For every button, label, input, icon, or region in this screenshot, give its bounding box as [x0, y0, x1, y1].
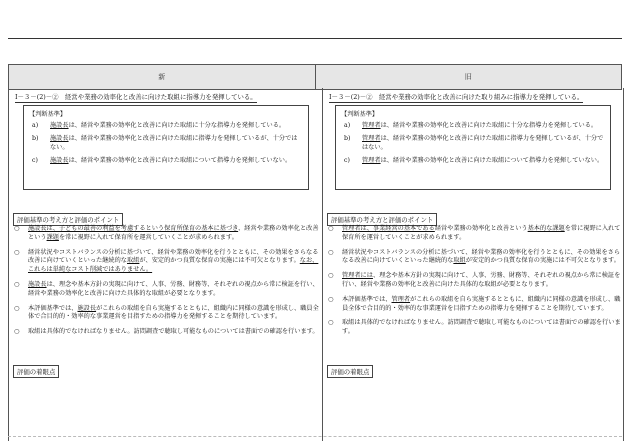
point-4: ○ 本評価基準では、施設長がこれらの取組を自ら実施するとともに、組織内に同様の意識を形成し、職員全体で合目的的・効率的な事業運営を目指すための指導力を発揮することを期待しています。 — [14, 304, 319, 321]
bottom-divider — [8, 436, 622, 441]
judgment-criteria-title: 【判断基準】 — [341, 111, 379, 118]
points-title: 評価基準の考え方と評価のポイント — [13, 213, 123, 226]
point-3: ○ 管理者には、理念や基本方針の実現に向けて、人事、労務、財務等、それぞれの視点から常に検証を行い、経営や業務の効率化と改善に向けた具体的な取組が必要となります。 — [328, 272, 621, 288]
section-title: Ⅰ－３－(2)－② 経営や業務の効率化と改善に向けた取組に指導力を発揮している。 — [15, 93, 257, 101]
criterion-c: c) 施設長は、経営や業務の効率化と改善に向けた取組について指導力を発揮していない。 — [32, 156, 292, 164]
criterion-b: b) 管理者は、経営や業務の効率化と改善に向けた取組に指導力を発揮しているが、十分ではない。 — [344, 134, 604, 151]
criterion-c: c) 管理者は、経営や業務の効率化と改善に向けた取組について指導力を発揮していない。 — [344, 156, 604, 164]
point-1: ○ 施設長は、子どもの最善の利益を考慮するという保育所保育の基本に基づき、経営や業務の効率化と改善という課題を常に視野に入れて保育所を運営していくことが求められます。 — [14, 225, 319, 241]
points-title: 評価基準の考え方と評価のポイント — [327, 213, 437, 226]
old-column — [322, 88, 624, 441]
viewpoint-title: 評価の着眼点 — [13, 365, 59, 378]
section-title: Ⅰ－３－(2)－② 経営や業務の効率化と改善に向けた取り組みに指導力を発揮している。 — [329, 93, 584, 101]
point-5: ○ 取組は具体的でなければなりません。訪問調査で聴取し可能なものについては書面での確認を行います。 — [14, 328, 319, 336]
header-new: 新 — [9, 65, 316, 89]
point-5: ○ 取組は具体的でなければなりません。訪問調査で聴取し可能なものについては書面での確認を行います。 — [328, 319, 621, 336]
point-4: ○ 本評価基準では、管理者がこれらの取組を自ら実施するとともに、組織内に同様の意識を形成し、職員全体で合目的的・効率的な事業運営を目指すための指導力を発揮することを期待しています。 — [328, 295, 621, 312]
judgment-criteria-box — [335, 105, 611, 190]
point-1: ○ 管理者は、事業経営の基本である経営や業務の効率化と改善という基本的な課題を常に視野に入れて保育所を運営していくことが求められます。 — [328, 225, 621, 241]
point-2: ○ 経営状況やコストバランスの分析に基づいて、経営や業務の効率化を行うとともに、その効果をさらなる改善に向けていくといった継続的な取組が安定的かつ良質な保育の実施には不可欠となります。 — [328, 248, 621, 265]
viewpoint-title: 評価の着眼点 — [327, 365, 373, 378]
criterion-b: b) 施設長は、経営や業務の効率化と改善に向けた取組に指導力を発揮しているが、十分ではない。 — [32, 134, 298, 151]
comparison-header — [8, 64, 622, 90]
point-3: ○ 施設長は、理念や基本方針の実現に向けて、人事、労務、財務等、それぞれの視点から常に検証を行い、経営や業務の効率化と改善に向けた具体的な取組が必要となります。 — [14, 280, 319, 297]
judgment-criteria-title: 【判断基準】 — [29, 111, 67, 118]
criterion-a: a) 施設長は、経営や業務の効率化と改善に向けた取組に十分な指導力を発揮している。 — [32, 122, 286, 129]
top-rule — [8, 38, 622, 39]
point-2: ○ 経営状況やコストバランスの分析に基づいて、経営や業務の効率化を行うとともに、その効果をさらなる改善に向けていくといった継続的な取組が、安定的かつ良質な保育の実施には不可欠となります。なお、これらは単純なコスト削減ではありません。 — [14, 248, 319, 274]
new-column — [8, 88, 323, 441]
points-list — [327, 225, 621, 343]
judgment-criteria-box — [23, 105, 309, 190]
header-old: 旧 — [464, 73, 472, 81]
criterion-a: a) 管理者は、経営や業務の効率化と改善に向けた取組に十分な指導力を発揮している。 — [344, 122, 598, 129]
points-list — [13, 225, 321, 343]
